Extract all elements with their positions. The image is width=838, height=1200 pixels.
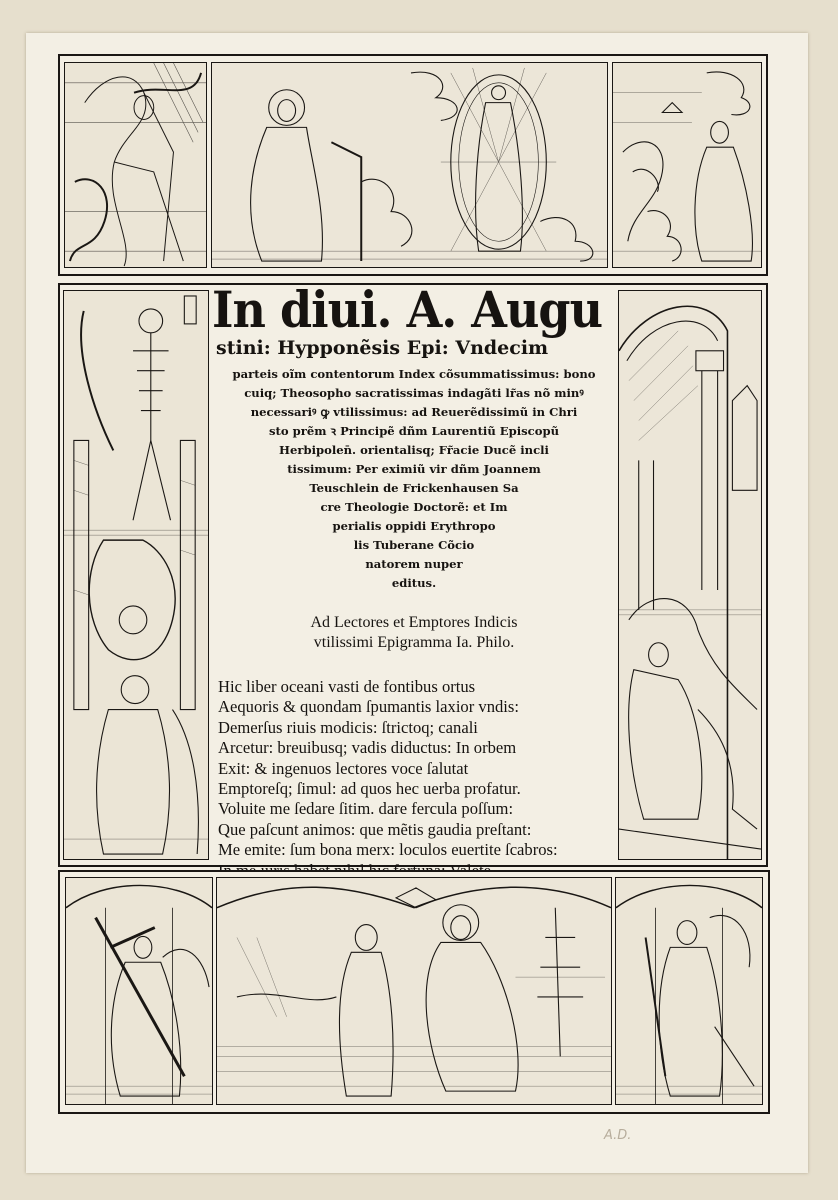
woodcut-arcade-and-crowd <box>618 290 762 860</box>
poem-line: Aequoris & quondam ſpumantis laxior vndis: <box>218 697 519 717</box>
woodcut-angel-with-cross <box>65 877 213 1105</box>
title-body-line: parteis oĩm contentorum Index cõsummatissimus: bono <box>232 367 596 381</box>
woodcut-saint-with-angel <box>615 877 763 1105</box>
title-text-block <box>212 280 616 863</box>
woodcut-evangelist-and-madonna <box>211 62 608 268</box>
poem-line: Demerſus riuis modicis: ſtrictoq; canali <box>218 717 478 737</box>
title-body-line: sto prẽm ꝛ Principẽ dñm Laurentiũ Episcopũ <box>269 424 559 438</box>
epigram-poem <box>218 677 616 881</box>
title-body <box>212 365 616 593</box>
title-body-line: cre Theologie Doctorẽ: et Im <box>320 500 508 514</box>
title-body-line: necessariꝰ ꝙ vtilissimus: ad Reuerẽdissimũ in Chri <box>250 405 578 419</box>
poem-line: Arcetur: breuibusq; vadis diductus: In orbem <box>218 738 517 758</box>
epigram-heading-line: vtilissimi Epigramma Ia. Philo. <box>313 634 515 651</box>
woodcut-woman-with-dragon <box>612 62 762 268</box>
poem-line: Exit: & ingenuos lectores voce ſalutat <box>218 758 469 778</box>
epigram-heading <box>212 613 616 653</box>
title-body-line: perialis oppidi Erythropo <box>332 519 496 533</box>
title-body-line: tissimum: Per eximiũ vir dñm Joannem <box>287 462 541 476</box>
title-heading-line-2: stini: Hypponẽsis Epi: Vndecim <box>216 337 549 359</box>
epigram-heading-line: Ad Lectores et Emptores Indicis <box>310 614 518 631</box>
poem-line: Que paſcunt animos: que mẽtis gaudia preſtant: <box>218 819 532 839</box>
title-body-line: lis Tuberane Cõcio <box>353 538 475 552</box>
title-heading-line-1: In diui. A. Augu <box>212 280 603 339</box>
poem-line: Emptoreſq; ſimul: ad quos hec uerba profatur. <box>218 779 521 799</box>
woodcut-angel-with-demon <box>64 62 207 268</box>
title-body-line: cuiq; Theosopho sacratissimas indagãti lr̃as nõ minꝰ <box>244 386 584 400</box>
title-body-line: editus. <box>391 576 437 590</box>
pencil-annotation: A.D. <box>604 1128 632 1143</box>
poem-line: Hic liber oceani vasti de fontibus ortus <box>218 677 476 696</box>
title-body-line: natorem nuper <box>365 557 463 571</box>
woodcut-death-and-wine-column <box>63 290 209 860</box>
title-body-line: Herbipolen̄. orientalisq; Fr̃acie Ducẽ incli <box>279 443 549 457</box>
poem-line: Voluite me ſedare ſitim. dare fercula poſſum: <box>218 799 514 819</box>
title-body-line: Teuschlein de Frickenhausen Sa <box>309 481 519 495</box>
poem-line: Me emite: ſum bona merx: loculos euertite ſcabros: <box>218 840 558 860</box>
woodcut-baptism-of-christ <box>216 877 612 1105</box>
